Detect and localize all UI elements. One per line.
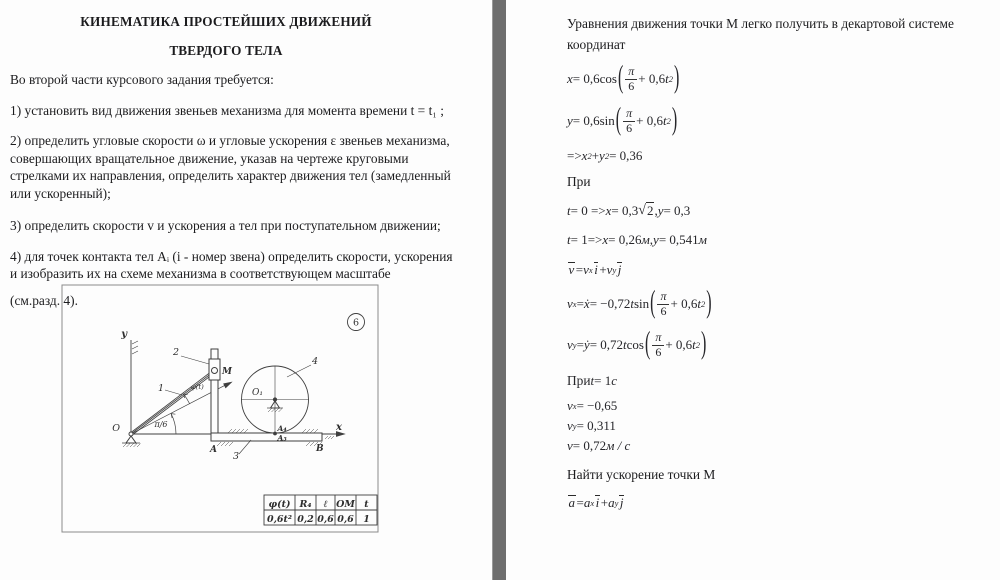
corner-a-label: A <box>210 445 217 455</box>
variant-number: 6 <box>352 317 360 329</box>
see-section-note: (см.разд. 4). <box>10 292 78 308</box>
link4-label: 4 <box>312 356 319 367</box>
table-header-cell: R₄ <box>299 499 312 510</box>
result-v: v = 0,72 м / с <box>567 438 631 453</box>
table-value-cell: 0,6 <box>317 514 334 525</box>
link3-label: 3 <box>233 451 240 462</box>
label3-leader <box>239 440 251 454</box>
equation-x: x = 0,6 cos ( $\frac{\pi}{6}$ + 0,6 t 2 ) <box>567 61 680 95</box>
task-item-3: 3) определить скорости v и ускорения а тел при поступательном движении; <box>10 218 441 233</box>
pi6-label: π/6 <box>154 420 168 429</box>
pri-t1-line: При t = 1 c <box>567 373 618 388</box>
task-item-1: 1) установить вид движения звеньев механизма для момента времени t = t₁ ; <box>10 102 445 118</box>
intro-paragraph: Во второй части курсового задания требуется: <box>10 72 274 87</box>
pri-word: При <box>567 174 591 189</box>
end-b-label: B <box>316 444 324 454</box>
left-page <box>0 0 492 580</box>
table-header-cell: t <box>364 499 369 510</box>
rail-hatch-left <box>228 429 248 433</box>
rod-link1 <box>131 370 215 436</box>
link1-label: 1 <box>158 383 165 394</box>
contact-a4-label: A₄ <box>277 424 287 433</box>
table-value-cell: 0,6 <box>337 514 354 525</box>
table-value-cell: 0,6t² <box>266 514 293 525</box>
phi-label: φ(t) <box>191 383 204 391</box>
equation-vx: v x = ẋ = −0,72 t sin ( $\frac{\pi}{6}$ + 0,6 t 2 ) <box>567 286 712 320</box>
table-header-cell: φ(t) <box>268 499 291 510</box>
page-gap-divider <box>492 0 507 580</box>
bar-link3 <box>211 433 322 441</box>
point-m-pin <box>212 368 218 374</box>
ground-hatch-a <box>217 442 233 446</box>
find-acceleration-line: Найти ускорение точки М <box>567 467 716 482</box>
equation-t1: t = 1=> x = 0,26 м , y = 0,541 м <box>567 232 707 247</box>
result-vy: v y = 0,311 <box>567 418 616 433</box>
label2-leader <box>181 356 209 364</box>
label1-leader <box>165 390 182 395</box>
equation-a-vector: a = a x i + a y j <box>568 495 624 510</box>
table-value-cell: 0,2 <box>297 514 314 525</box>
link2-label: 2 <box>173 347 180 358</box>
document-title-line2: ТВЕРДОГО ТЕЛА <box>169 43 283 58</box>
rail-hatch-right <box>302 429 318 433</box>
right-page <box>506 0 1000 580</box>
table-header-cell: OM <box>336 499 355 510</box>
point-m-label: M <box>222 367 232 377</box>
origin-label: O <box>112 423 120 434</box>
equation-v-vector: v = v x i + v y j <box>568 262 622 277</box>
result-vx: v x = −0,65 <box>567 398 618 413</box>
equation-vy: v y = ẏ = 0,72 t cos ( $\frac{\pi}{6}$ + 0,6 t 2 ) <box>567 327 707 361</box>
mechanism-diagram <box>60 283 380 533</box>
wheel-center-label: O₁ <box>252 388 263 398</box>
origin-pivot <box>126 436 136 443</box>
y-axis-label: y <box>121 329 127 340</box>
table-header-cell: ℓ <box>323 499 328 510</box>
equation-t0: t = 0 => x = 0,3 √ 2 , y = 0,3 <box>567 202 691 218</box>
phi-arc <box>183 394 189 404</box>
equations-intro: Уравнения движения точки М легко получить в декартовой системе координат <box>567 16 954 52</box>
contact-a3-label: A₃ <box>277 433 287 443</box>
equation-y: y = 0,6 sin ( $\frac{\pi}{6}$ + 0,6 t 2 ) <box>567 103 678 137</box>
equation-circle: => x 2 + y 2 = 0,36 <box>567 148 643 163</box>
contact-dot <box>274 432 277 435</box>
table-value-cell: 1 <box>363 514 370 525</box>
reference-line-arrow <box>224 383 231 388</box>
document-title-line1: КИНЕМАТИКА ПРОСТЕЙШИХ ДВИЖЕНИЙ <box>80 14 372 29</box>
y-axis-ticks <box>132 341 138 354</box>
ground-hatch-axis-end <box>325 436 334 439</box>
task-item-2: 2) определить угловые скорости ω и угловые ускорения ε звеньев механизма, совершающих вращательное движение, указав на чертеже круговыми стрелками их направления, определить характер движения тел (замедленный или ускоренный); <box>10 133 451 201</box>
task-item-4: 4) для точек контакта тел Аᵢ (i - номер звена) определить скорости, ускорения и изобразить их на схеме механизма в соответствующем масштабе <box>10 248 453 281</box>
origin-hatch <box>123 444 141 448</box>
x-axis-label: x <box>336 422 342 433</box>
